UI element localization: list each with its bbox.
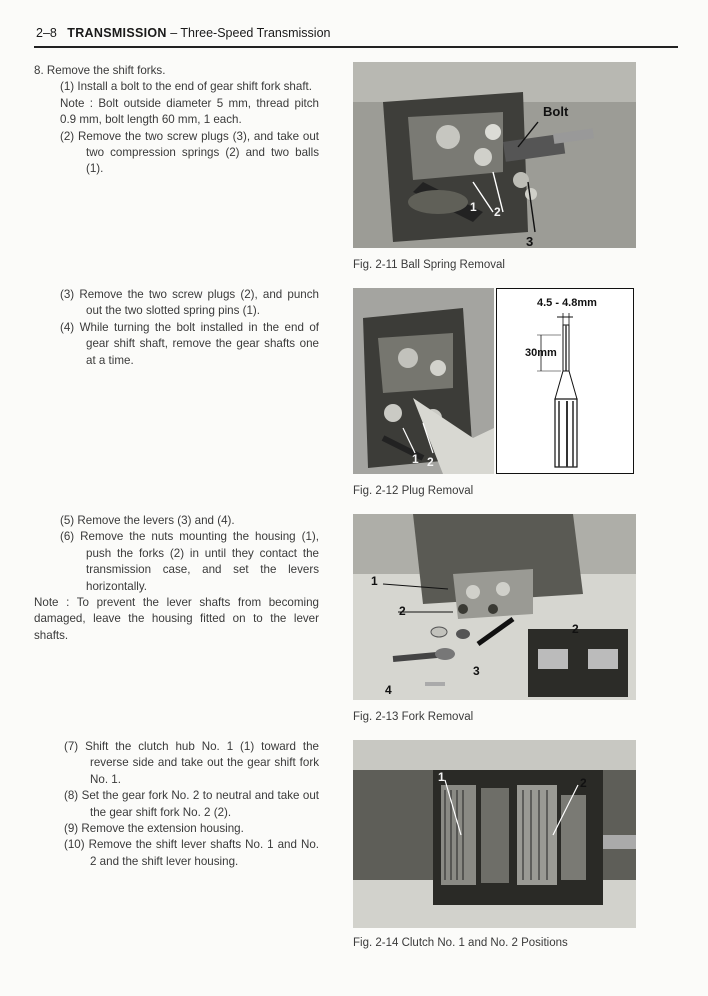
fig-2-13-label-3: 3 bbox=[473, 664, 480, 678]
fig-2-11-caption: Fig. 2-11 Ball Spring Removal bbox=[353, 259, 505, 271]
step-8-note: Note : Bolt outside diameter 5 mm, thread pitch 0.9 mm, bolt length 60 mm, 1 each. bbox=[60, 96, 319, 127]
section-title: TRANSMISSION bbox=[67, 26, 167, 40]
clutch-positions-photo bbox=[353, 740, 636, 928]
fig-2-14-photo bbox=[353, 740, 636, 928]
step-8-note-2: Note : To prevent the lever shafts from becoming damaged, leave the housing fitted on to the lever shafts. bbox=[34, 596, 319, 642]
fig-2-12-label-2: 2 bbox=[427, 455, 434, 469]
fig-2-13-label-4: 4 bbox=[385, 683, 392, 697]
section-subtitle: – Three-Speed Transmission bbox=[170, 26, 331, 40]
step-8-9: (9) Remove the extension housing. bbox=[64, 822, 244, 836]
step-8-4: (4) While turning the bolt installed in the end of gear shift shaft, remove the gear shafts one at a time. bbox=[60, 320, 319, 367]
fig-2-11-label-1: 1 bbox=[470, 200, 477, 214]
text-block-plugs bbox=[60, 287, 319, 369]
dim-length-label: 30mm bbox=[525, 347, 557, 359]
fig-2-13-caption: Fig. 2-13 Fork Removal bbox=[353, 711, 474, 723]
fork-removal-photo bbox=[353, 514, 636, 700]
fig-2-13-label-2b: 2 bbox=[572, 622, 579, 636]
fig-2-14-caption: Fig. 2-14 Clutch No. 1 and No. 2 Positions bbox=[353, 937, 568, 949]
fig-2-11-label-2: 2 bbox=[494, 205, 501, 219]
step-8-8: (8) Set the gear fork No. 2 to neutral and take out the gear shift fork No. 2 (2). bbox=[64, 789, 319, 819]
text-block-levers bbox=[34, 513, 319, 644]
transmission-case-photo-2 bbox=[353, 288, 494, 474]
fig-2-12-photo bbox=[353, 288, 494, 474]
fig-2-14-label-1: 1 bbox=[438, 770, 445, 784]
fig-2-11-label-3: 3 bbox=[526, 234, 534, 249]
step-8-7: (7) Shift the clutch hub No. 1 (1) toward the reverse side and take out the gear shift fork No. 1. bbox=[64, 740, 319, 786]
step-8-1: (1) Install a bolt to the end of gear shift fork shaft. bbox=[60, 80, 312, 94]
fig-2-14-label-2: 2 bbox=[580, 776, 587, 790]
text-block-clutch bbox=[64, 739, 319, 870]
fig-2-11-label-bolt: Bolt bbox=[543, 104, 569, 119]
fig-2-13-photo bbox=[353, 514, 636, 700]
step-8-5: (5) Remove the levers (3) and (4). bbox=[60, 514, 235, 527]
fig-2-11-photo bbox=[353, 62, 636, 248]
step-8-3: (3) Remove the two screw plugs (2), and punch out the two slotted spring pins (1). bbox=[60, 288, 319, 318]
fig-2-12-label-1: 1 bbox=[412, 452, 419, 466]
header-rule bbox=[34, 46, 678, 48]
step-8: 8. Remove the shift forks. bbox=[34, 64, 166, 77]
step-8-2: (2) Remove the two screw plugs (3), and take out two compression springs (2) and two balls (1). bbox=[60, 129, 319, 176]
transmission-case-photo-1 bbox=[353, 62, 636, 248]
text-block-remove-forks bbox=[34, 63, 319, 178]
fig-2-13-label-1: 1 bbox=[371, 574, 378, 588]
step-8-6: (6) Remove the nuts mounting the housing (1), push the forks (2) in until they contact the transmission case, and set the levers horizontally. bbox=[60, 530, 319, 593]
fig-2-13-label-2: 2 bbox=[399, 604, 406, 618]
page-header bbox=[36, 26, 676, 40]
fig-2-12-caption: Fig. 2-12 Plug Removal bbox=[353, 485, 474, 497]
step-8-10: (10) Remove the shift lever shafts No. 1 and No. 2 and the shift lever housing. bbox=[64, 838, 319, 868]
page-number: 2–8 bbox=[36, 26, 57, 40]
fig-2-12-diagram bbox=[496, 288, 634, 474]
dim-width-label: 4.5 - 4.8mm bbox=[537, 297, 597, 309]
punch-tool-drawing bbox=[497, 289, 635, 475]
